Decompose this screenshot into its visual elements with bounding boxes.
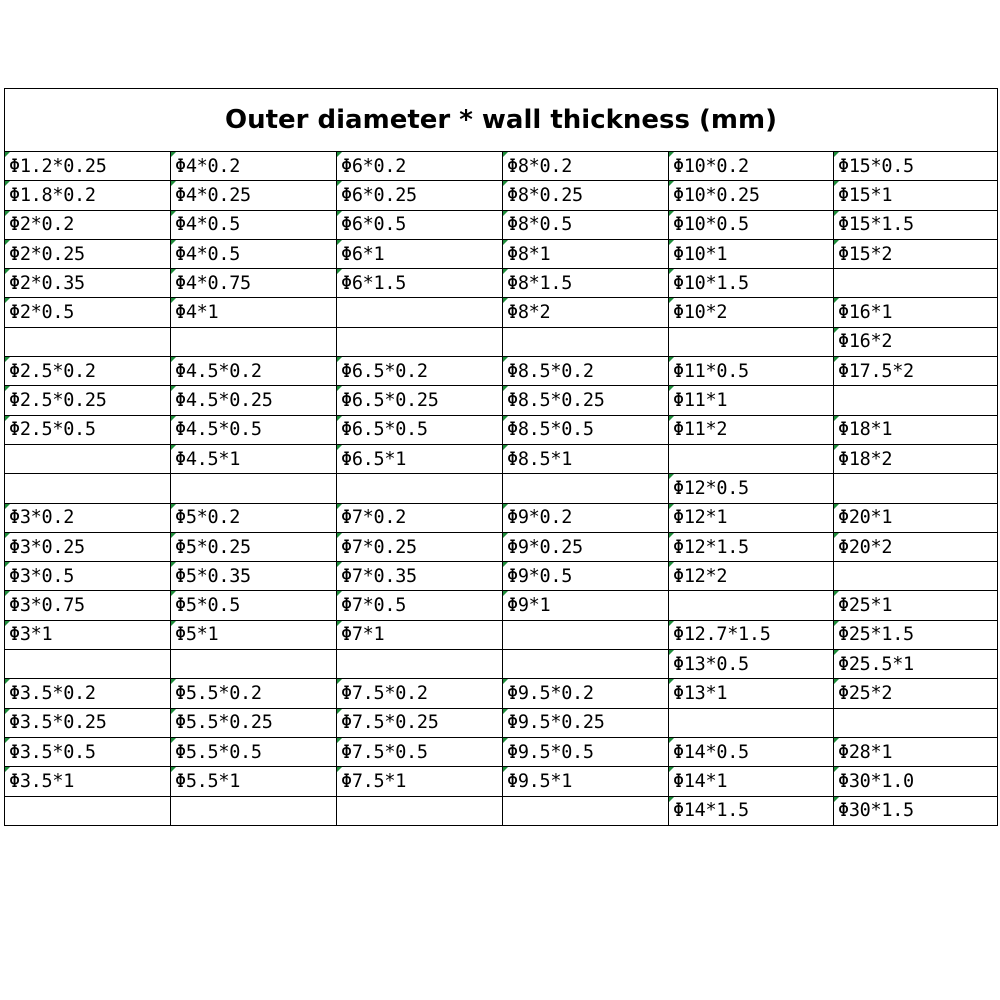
table-row [5, 796, 998, 825]
table-cell: Φ5.5*0.25 [171, 708, 337, 737]
table-cell: Φ8.5*1 [503, 444, 669, 473]
table-row [5, 562, 998, 591]
table-cell [337, 474, 503, 503]
table-cell: Φ9.5*0.25 [503, 708, 669, 737]
table-cell [171, 650, 337, 679]
table-cell [171, 796, 337, 825]
table-cell: Φ18*1 [834, 415, 998, 444]
table-cell: Φ16*1 [834, 298, 998, 327]
table-cell: Φ8*0.2 [503, 152, 669, 181]
table-row [5, 386, 998, 415]
table-cell: Φ7.5*0.2 [337, 679, 503, 708]
table-cell: Φ10*1.5 [669, 269, 834, 298]
table-cell: Φ8.5*0.2 [503, 357, 669, 386]
table-row [5, 767, 998, 796]
table-cell: Φ15*0.5 [834, 152, 998, 181]
table-row [5, 532, 998, 561]
table-cell: Φ7*0.5 [337, 591, 503, 620]
table-cell: Φ20*1 [834, 503, 998, 532]
table-cell [834, 474, 998, 503]
table-cell: Φ10*1 [669, 239, 834, 268]
table-cell: Φ7.5*1 [337, 767, 503, 796]
table-row [5, 415, 998, 444]
table-cell: Φ3*0.2 [5, 503, 171, 532]
table-cell: Φ11*1 [669, 386, 834, 415]
table-cell: Φ14*0.5 [669, 737, 834, 766]
table-cell: Φ2*0.5 [5, 298, 171, 327]
table-cell: Φ9.5*0.5 [503, 737, 669, 766]
table-cell: Φ13*0.5 [669, 650, 834, 679]
table-row [5, 298, 998, 327]
table-cell [5, 474, 171, 503]
table-row [5, 327, 998, 356]
table-cell: Φ8*1 [503, 239, 669, 268]
table-cell [171, 474, 337, 503]
table-cell: Φ14*1 [669, 767, 834, 796]
table-cell: Φ9.5*0.2 [503, 679, 669, 708]
table-cell: Φ5.5*0.5 [171, 737, 337, 766]
table-cell: Φ7*1 [337, 620, 503, 649]
size-table [4, 88, 998, 826]
table-cell: Φ15*1.5 [834, 210, 998, 239]
table-cell: Φ9.5*1 [503, 767, 669, 796]
table-cell: Φ16*2 [834, 327, 998, 356]
table-row [5, 737, 998, 766]
table-cell: Φ2*0.35 [5, 269, 171, 298]
table-cell: Φ28*1 [834, 737, 998, 766]
table-cell: Φ6*1 [337, 239, 503, 268]
table-row [5, 239, 998, 268]
table-row [5, 269, 998, 298]
table-cell [503, 620, 669, 649]
table-cell [337, 327, 503, 356]
table-cell: Φ20*2 [834, 532, 998, 561]
table-cell [337, 650, 503, 679]
table-cell [503, 327, 669, 356]
table-cell [337, 298, 503, 327]
table-cell: Φ15*1 [834, 181, 998, 210]
table-cell: Φ8*1.5 [503, 269, 669, 298]
table-cell: Φ12*0.5 [669, 474, 834, 503]
table-cell: Φ3*0.25 [5, 532, 171, 561]
table-cell: Φ3*0.75 [5, 591, 171, 620]
table-cell [834, 269, 998, 298]
table-cell [337, 796, 503, 825]
table-row [5, 679, 998, 708]
table-cell [171, 327, 337, 356]
table-cell: Φ8.5*0.25 [503, 386, 669, 415]
table-cell: Φ30*1.0 [834, 767, 998, 796]
table-cell: Φ4*0.2 [171, 152, 337, 181]
table-cell: Φ12*1.5 [669, 532, 834, 561]
table-cell: Φ10*0.25 [669, 181, 834, 210]
table-cell: Φ7.5*0.5 [337, 737, 503, 766]
table-cell: Φ25.5*1 [834, 650, 998, 679]
table-cell [503, 650, 669, 679]
table-cell: Φ25*1 [834, 591, 998, 620]
table-cell: Φ4.5*1 [171, 444, 337, 473]
table-cell: Φ12*2 [669, 562, 834, 591]
table-cell: Φ4.5*0.25 [171, 386, 337, 415]
table-cell: Φ2*0.2 [5, 210, 171, 239]
table-cell [5, 796, 171, 825]
table-cell: Φ6*0.5 [337, 210, 503, 239]
table-cell: Φ5.5*0.2 [171, 679, 337, 708]
table-cell: Φ8*0.25 [503, 181, 669, 210]
table-cell: Φ5*0.25 [171, 532, 337, 561]
table-cell [669, 444, 834, 473]
table-cell: Φ4*0.75 [171, 269, 337, 298]
table-row [5, 474, 998, 503]
table-row [5, 708, 998, 737]
table-cell [669, 327, 834, 356]
table-cell: Φ11*2 [669, 415, 834, 444]
table-cell: Φ4.5*0.5 [171, 415, 337, 444]
table-cell [5, 650, 171, 679]
table-cell: Φ8*2 [503, 298, 669, 327]
table-cell: Φ30*1.5 [834, 796, 998, 825]
table-cell: Φ15*2 [834, 239, 998, 268]
table-cell: Φ25*2 [834, 679, 998, 708]
table-cell: Φ12*1 [669, 503, 834, 532]
table-cell: Φ1.2*0.25 [5, 152, 171, 181]
table-cell: Φ6*0.25 [337, 181, 503, 210]
table-cell [669, 591, 834, 620]
table-cell: Φ5*1 [171, 620, 337, 649]
table-cell: Φ3.5*0.5 [5, 737, 171, 766]
table-cell [503, 796, 669, 825]
table-cell: Φ13*1 [669, 679, 834, 708]
table-cell: Φ8.5*0.5 [503, 415, 669, 444]
table-cell: Φ1.8*0.2 [5, 181, 171, 210]
table-cell: Φ7*0.35 [337, 562, 503, 591]
table-cell: Φ2*0.25 [5, 239, 171, 268]
table-cell: Φ9*0.2 [503, 503, 669, 532]
table-cell: Φ3.5*0.25 [5, 708, 171, 737]
table-cell [503, 474, 669, 503]
table-cell: Φ8*0.5 [503, 210, 669, 239]
table-cell [834, 708, 998, 737]
table-row [5, 181, 998, 210]
table-row [5, 444, 998, 473]
table-cell: Φ6.5*0.5 [337, 415, 503, 444]
table-cell: Φ10*0.5 [669, 210, 834, 239]
table-cell: Φ10*2 [669, 298, 834, 327]
table-cell: Φ4*0.25 [171, 181, 337, 210]
table-cell: Φ9*0.25 [503, 532, 669, 561]
table-cell: Φ6.5*0.2 [337, 357, 503, 386]
table-cell: Φ17.5*2 [834, 357, 998, 386]
table-cell [5, 444, 171, 473]
table-cell: Φ6*0.2 [337, 152, 503, 181]
table-row [5, 503, 998, 532]
table-cell [834, 386, 998, 415]
table-body [5, 152, 998, 826]
table-cell: Φ3*0.5 [5, 562, 171, 591]
table-cell: Φ25*1.5 [834, 620, 998, 649]
table-cell: Φ7.5*0.25 [337, 708, 503, 737]
table-cell: Φ4*0.5 [171, 210, 337, 239]
table-cell: Φ4.5*0.2 [171, 357, 337, 386]
table-cell: Φ3.5*0.2 [5, 679, 171, 708]
table-cell: Φ7*0.2 [337, 503, 503, 532]
table-cell: Φ2.5*0.25 [5, 386, 171, 415]
table-cell [669, 708, 834, 737]
table-cell: Φ6.5*0.25 [337, 386, 503, 415]
table-title: Outer diameter * wall thickness (mm) [5, 89, 998, 152]
table-cell: Φ4*0.5 [171, 239, 337, 268]
table-cell [5, 327, 171, 356]
table-cell: Φ2.5*0.5 [5, 415, 171, 444]
table-cell: Φ5*0.35 [171, 562, 337, 591]
table-cell [834, 562, 998, 591]
table-row [5, 152, 998, 181]
table-cell: Φ2.5*0.2 [5, 357, 171, 386]
table-cell: Φ7*0.25 [337, 532, 503, 561]
table-cell: Φ3.5*1 [5, 767, 171, 796]
table-cell: Φ3*1 [5, 620, 171, 649]
table-cell: Φ11*0.5 [669, 357, 834, 386]
table-row [5, 620, 998, 649]
table-cell: Φ9*0.5 [503, 562, 669, 591]
table-row [5, 357, 998, 386]
table-row [5, 591, 998, 620]
table-cell: Φ9*1 [503, 591, 669, 620]
table-cell: Φ10*0.2 [669, 152, 834, 181]
table-cell: Φ6.5*1 [337, 444, 503, 473]
table-cell: Φ5.5*1 [171, 767, 337, 796]
table-cell: Φ5*0.2 [171, 503, 337, 532]
table-cell: Φ12.7*1.5 [669, 620, 834, 649]
table-row [5, 210, 998, 239]
table-cell: Φ5*0.5 [171, 591, 337, 620]
table-cell: Φ14*1.5 [669, 796, 834, 825]
table-cell: Φ6*1.5 [337, 269, 503, 298]
table-cell: Φ18*2 [834, 444, 998, 473]
table-cell: Φ4*1 [171, 298, 337, 327]
table-header-row [5, 89, 998, 152]
table-row [5, 650, 998, 679]
